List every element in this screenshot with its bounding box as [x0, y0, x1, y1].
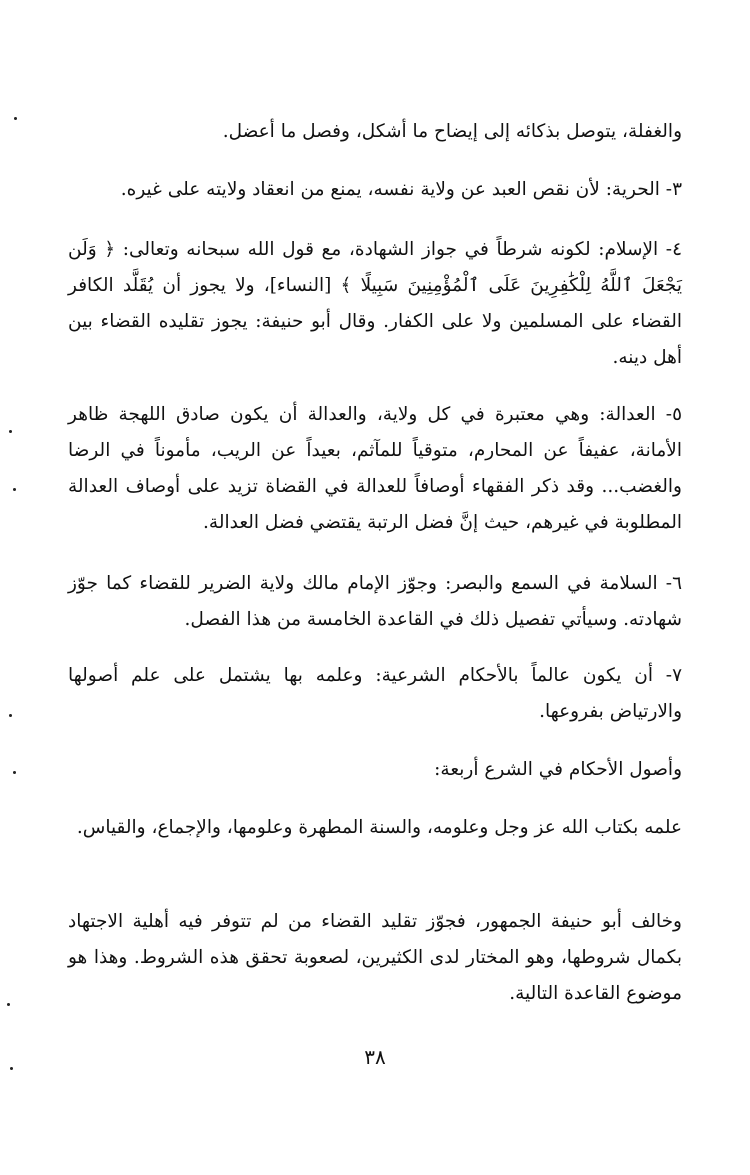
scan-speck [13, 488, 16, 491]
page-number: ٣٨ [364, 1045, 386, 1069]
paragraph-sources-intro: وأصول الأحكام في الشرع أربعة: [434, 759, 682, 780]
paragraph-justice: ٥- العدالة: وهي معتبرة في كل ولاية، والعدالة أن يكون صادق اللهجة ظاهر الأمانة، عفيفاً عن المحارم، متوقياً للمآثم، بعيداً عن الريب، مأموناً في الرضا والغضب... وقد ذكر الفقهاء أوصافاً للعدالة في القضاة تزيد على أوصاف العدالة المطلوبة في غيرهم، حيث إنَّ فضل الرتبة يقتضي فضل العدالة. [68, 404, 682, 533]
scan-speck [7, 1003, 10, 1006]
scan-speck [9, 714, 12, 717]
paragraph-sources: علمه بكتاب الله عز وجل وعلومه، والسنة المطهرة وعلومها، والإجماع، والقياس. [76, 817, 682, 838]
paragraph-freedom: ٣- الحرية: لأن نقص العبد عن ولاية نفسه، يمنع من انعقاد ولايته على غيره. [120, 179, 682, 200]
scan-speck [14, 117, 17, 120]
scan-speck [10, 1067, 13, 1070]
paragraph-islam: ٤- الإسلام: لكونه شرطاً في جواز الشهادة، مع قول الله سبحانه وتعالى: ﴿ وَلَن يَجْعَلَ ٱللَّهُ لِلْكَٰفِرِينَ عَلَى ٱلْمُؤْمِنِينَ سَبِيلًا ﴾ [النساء]، ولا يجوز أن يُقَلَّد الكافر القضاء على المسلمين ولا على الكفار. وقال أبو حنيفة: يجوز تقليده القضاء بين أهل دينه. [68, 239, 682, 368]
paragraph-abu-hanifa: وخالف أبو حنيفة الجمهور، فجوّز تقليد القضاء من لم تتوفر فيه أهلية الاجتهاد بكمال شروطها، وهو المختار لدى الكثيرين، لصعوبة تحقق هذه الشروط. وهذا هو موضوع القاعدة التالية. [68, 911, 682, 1004]
paragraph-hearing-sight: ٦- السلامة في السمع والبصر: وجوّز الإمام مالك ولاية الضرير للقضاء كما جوّز شهادته. وسيأتي تفصيل ذلك في القاعدة الخامسة من هذا الفصل. [68, 573, 682, 630]
paragraph-knowledge: ٧- أن يكون عالماً بالأحكام الشرعية: وعلمه بها يشتمل على علم أصولها والارتياض بفروعها. [68, 665, 682, 722]
scan-speck [13, 771, 16, 774]
paragraph-continuation: والغفلة، يتوصل بذكائه إلى إيضاح ما أشكل، وفصل ما أعضل. [222, 121, 682, 142]
scan-speck [9, 430, 12, 433]
